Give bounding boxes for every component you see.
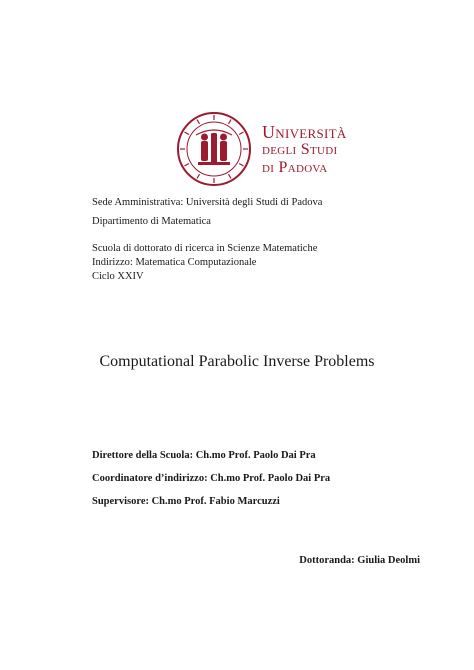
candidate-line: Dottoranda: Giulia Deolmi [299,555,420,566]
university-wordmark [262,123,347,177]
department-line: Dipartimento di Matematica [92,216,211,227]
school-block [92,242,317,284]
institution-block [92,196,322,229]
university-seal-icon [176,111,252,187]
wordmark-line-2: degli Studi [262,141,338,158]
thesis-title: Computational Parabolic Inverse Problems [99,353,375,370]
university-logo [176,111,366,189]
school-line: Scuola di dottorato di ricerca in Scienze Matematiche [92,243,318,254]
supervisor-line: Supervisore: Ch.mo Prof. Fabio Marcuzzi [92,496,280,507]
indirizzo-line: Indirizzo: Matematica Computazionale [92,257,257,268]
roles-block [92,444,330,513]
ciclo-line: Ciclo XXIV [92,271,144,282]
wordmark-line-1: Università [262,122,347,142]
sede-line: Sede Amministrativa: Università degli Studi di Padova [92,197,323,208]
wordmark-line-3: di Padova [262,159,328,176]
coordinator-line: Coordinatore d’indirizzo: Ch.mo Prof. Paolo Dai Pra [92,473,331,484]
director-line: Direttore della Scuola: Ch.mo Prof. Paolo Dai Pra [92,450,316,461]
